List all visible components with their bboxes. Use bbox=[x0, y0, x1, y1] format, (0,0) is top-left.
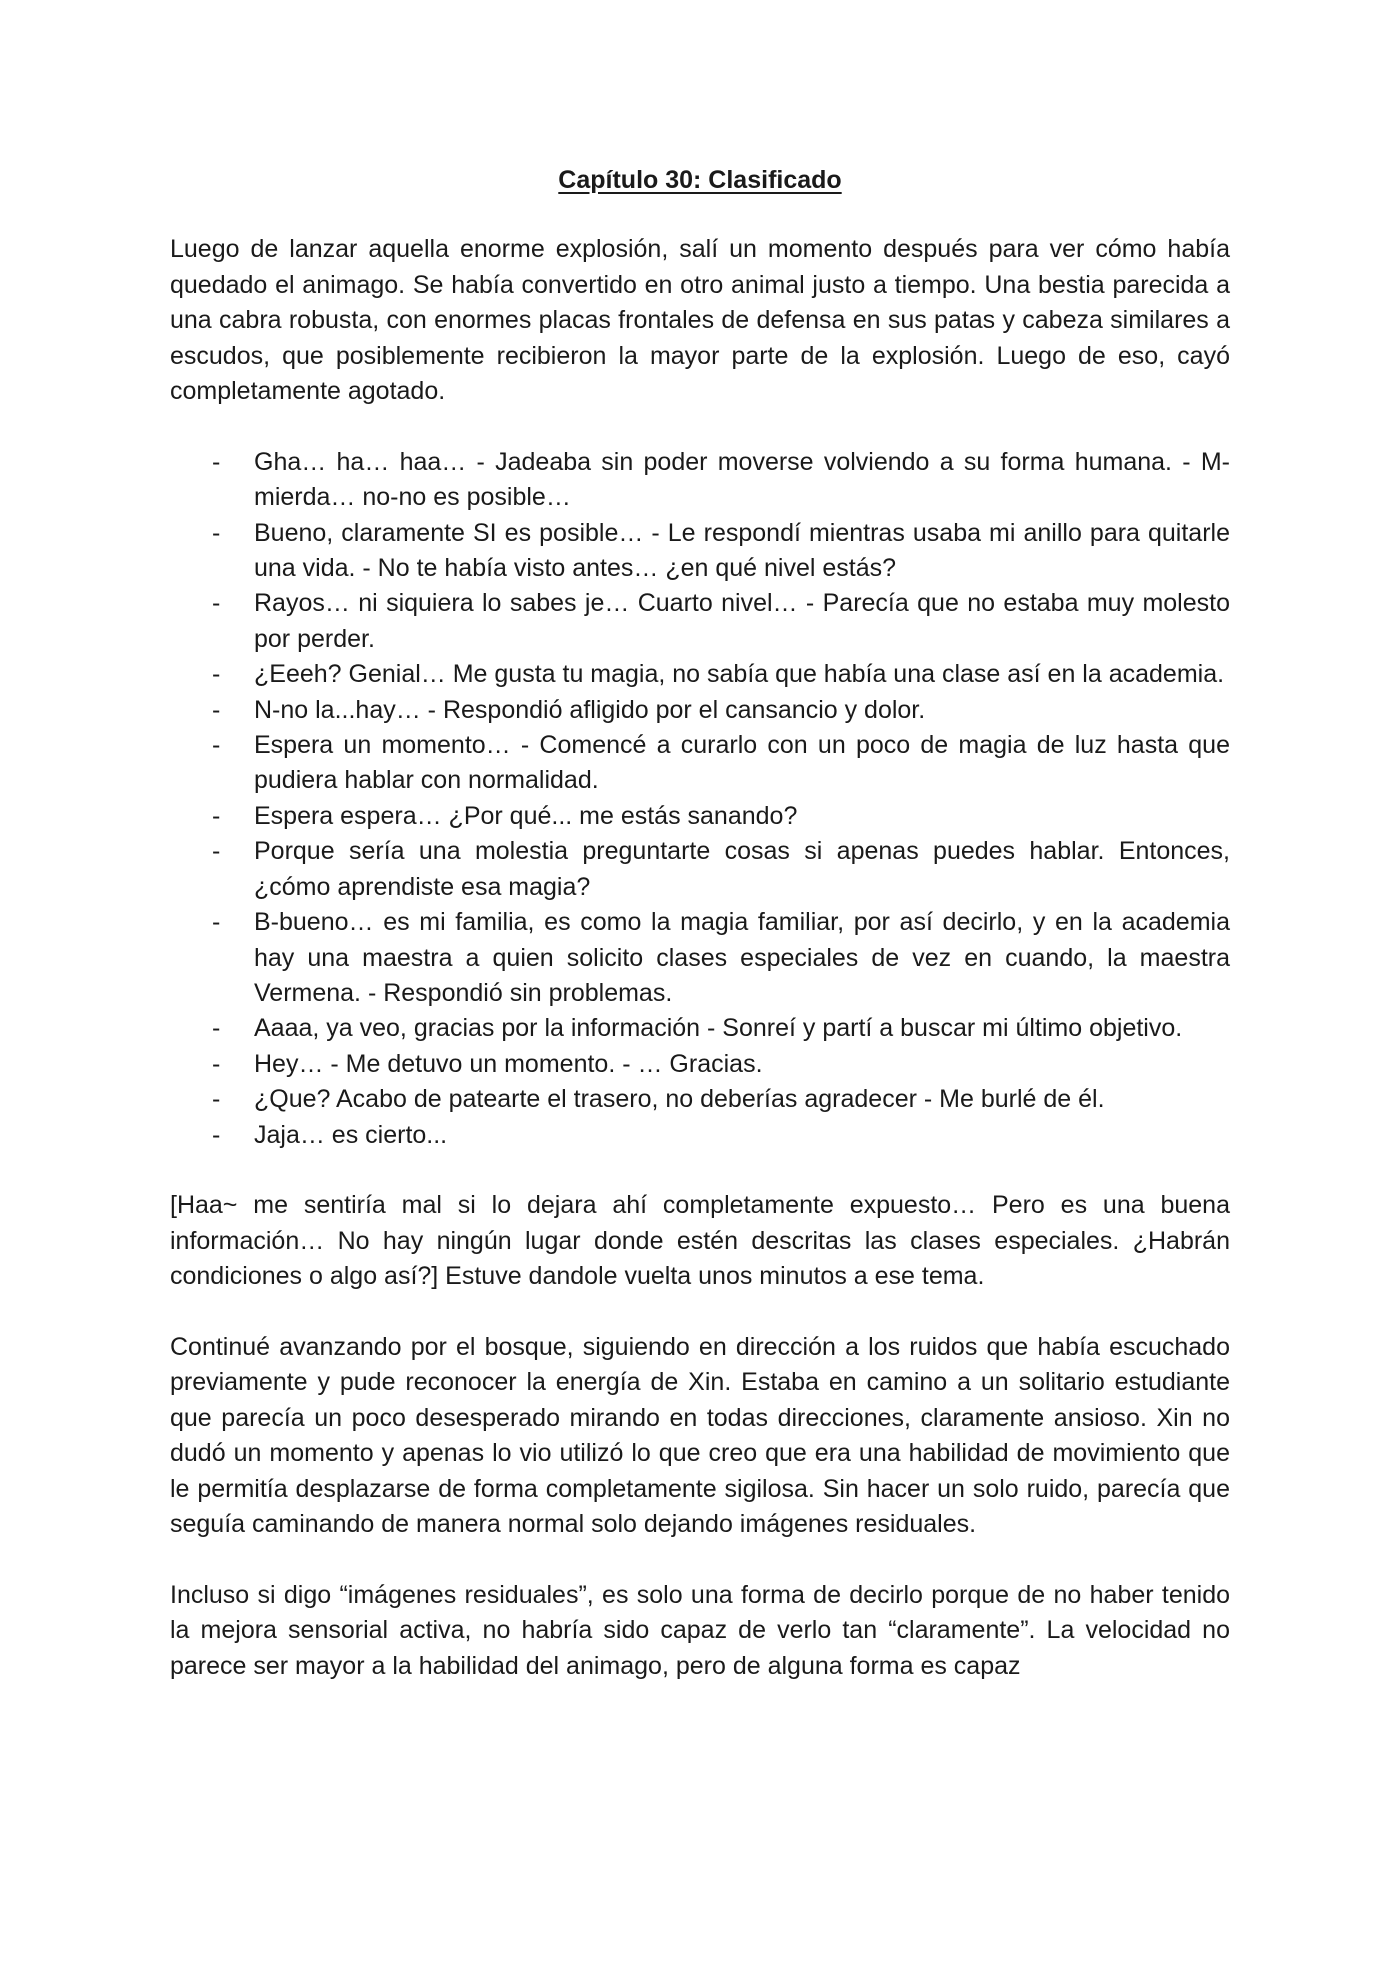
dialogue-dash: - bbox=[212, 908, 221, 937]
dialogue-line bbox=[170, 586, 1230, 657]
paragraph-4: Incluso si digo “imágenes residuales”, es solo una forma de decirlo porque de no haber tenido la mejora sensorial activa, no habría sido capaz de verlo tan “claramente”. La velocidad no parece ser mayor a la habilidad del animago, pero de alguna forma es capaz bbox=[170, 1580, 1230, 1680]
dialogue-list bbox=[170, 445, 1230, 1153]
dialogue-text: Rayos… ni siquiera lo sabes je… Cuarto nivel… - Parecía que no estaba muy molesto por perder. bbox=[254, 589, 1230, 653]
dialogue-line bbox=[170, 799, 1230, 834]
dialogue-line bbox=[170, 445, 1230, 516]
dialogue-dash: - bbox=[212, 1120, 221, 1149]
document-page bbox=[170, 163, 1230, 1719]
dialogue-line bbox=[170, 516, 1230, 587]
dialogue-text: ¿Eeeh? Genial… Me gusta tu magia, no sabía que había una clase así en la academia. bbox=[254, 660, 1225, 689]
dialogue-text: N-no la...hay… - Respondió afligido por el cansancio y dolor. bbox=[254, 695, 926, 724]
dialogue-dash: - bbox=[212, 589, 221, 618]
paragraph-3: Continué avanzando por el bosque, siguiendo en dirección a los ruidos que había escuchado previamente y pude reconocer la energía de Xin. Estaba en camino a un solitario estudiante que parecía un poco desesperado mirando en todas direcciones, claramente ansioso. Xin no dudó un momento y apenas lo vio utilizó lo que creo que era una habilidad de movimiento que le permitía desplazarse de forma completamente sigilosa. Sin hacer un solo ruido, parecía que seguía caminando de manera normal solo dejando imágenes residuales. bbox=[170, 1332, 1230, 1538]
dialogue-text: Hey… - Me detuvo un momento. - … Gracias. bbox=[254, 1049, 763, 1078]
dialogue-line bbox=[170, 728, 1230, 799]
chapter-title: Capítulo 30: Clasificado bbox=[558, 166, 842, 194]
dialogue-line bbox=[170, 1082, 1230, 1117]
dialogue-text: ¿Que? Acabo de patearte el trasero, no deberías agradecer - Me burlé de él. bbox=[254, 1085, 1105, 1114]
dialogue-line bbox=[170, 834, 1230, 905]
dialogue-text: Jaja… es cierto... bbox=[254, 1120, 448, 1149]
dialogue-dash: - bbox=[212, 660, 221, 689]
dialogue-line bbox=[170, 1118, 1230, 1153]
dialogue-dash: - bbox=[212, 695, 221, 724]
dialogue-text: Aaaa, ya veo, gracias por la información - Sonreí y partí a buscar mi último objetivo. bbox=[254, 1014, 1183, 1043]
dialogue-line bbox=[170, 693, 1230, 728]
dialogue-dash: - bbox=[212, 1014, 221, 1043]
paragraph-1: Luego de lanzar aquella enorme explosión, salí un momento después para ver cómo había quedado el animago. Se había convertido en otro animal justo a tiempo. Una bestia parecida a una cabra robusta, con enormes placas frontales de defensa en sus patas y cabeza similares a escudos, que posiblemente recibieron la mayor parte de la explosión. Luego de eso, cayó completamente agotado. bbox=[170, 235, 1230, 406]
dialogue-dash: - bbox=[212, 801, 221, 830]
dialogue-dash: - bbox=[212, 447, 221, 476]
dialogue-text: Gha… ha… haa… - Jadeaba sin poder moverse volviendo a su forma humana. - M-mierda… no-no es posible… bbox=[254, 447, 1230, 512]
dialogue-dash: - bbox=[212, 1049, 221, 1078]
dialogue-text: Porque sería una molestia preguntarte cosas si apenas puedes hablar. Entonces, ¿cómo aprendiste esa magia? bbox=[254, 837, 1230, 901]
dialogue-line bbox=[170, 657, 1230, 692]
dialogue-dash: - bbox=[212, 1085, 221, 1114]
dialogue-text: Bueno, claramente SI es posible… - Le respondí mientras usaba mi anillo para quitarle una vida. - No te había visto antes… ¿en qué nivel estás? bbox=[254, 518, 1230, 583]
dialogue-text: Espera espera… ¿Por qué... me estás sanando? bbox=[254, 801, 798, 830]
dialogue-line bbox=[170, 905, 1230, 1011]
dialogue-line bbox=[170, 1011, 1230, 1046]
dialogue-dash: - bbox=[212, 837, 221, 866]
dialogue-text: B-bueno… es mi familia, es como la magia familiar, por así decirlo, y en la academia hay una maestra a quien solicito clases especiales de vez en cuando, la maestra Vermena. - Respondió sin problemas. bbox=[254, 908, 1230, 1007]
dialogue-dash: - bbox=[212, 731, 221, 760]
dialogue-line bbox=[170, 1047, 1230, 1082]
dialogue-text: Espera un momento… - Comencé a curarlo con un poco de magia de luz hasta que pudiera hablar con normalidad. bbox=[254, 731, 1230, 795]
dialogue-dash: - bbox=[212, 518, 221, 547]
paragraph-2: [Haa~ me sentiría mal si lo dejara ahí completamente expuesto… Pero es una buena información… No hay ningún lugar donde estén descritas las clases especiales. ¿Habrán condiciones o algo así?] Estuve dandole vuelta unos minutos a ese tema. bbox=[170, 1191, 1230, 1291]
